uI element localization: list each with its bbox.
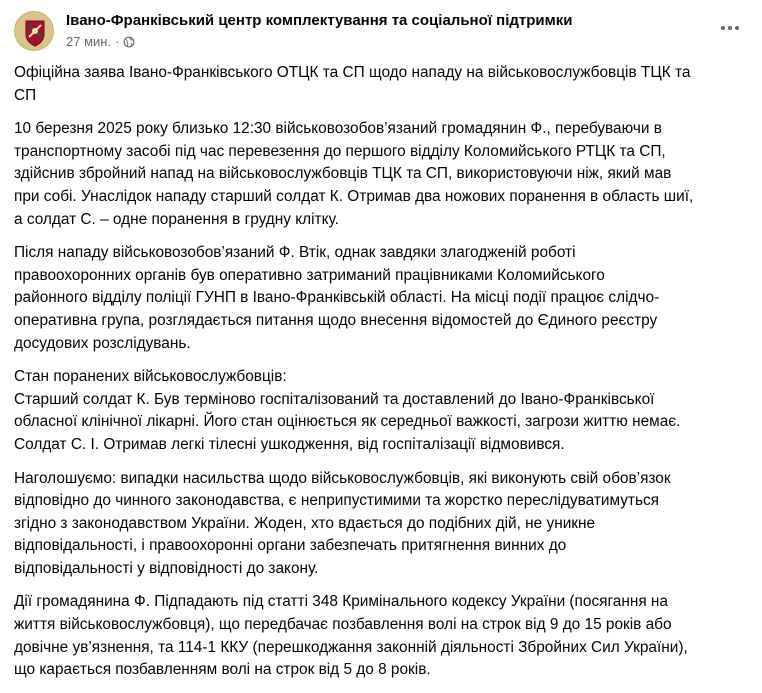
post-paragraph	[14, 118, 746, 231]
text-line: відповідно до чинного законодавства, є неприпустимими та жорстко переслідуватимуться	[14, 492, 660, 510]
post-meta	[66, 34, 135, 49]
text-line: районного відділу поліції ГУНП в Івано-Франківській області. На місці події працює слідчо-	[14, 289, 660, 307]
text-line: 10 березня 2025 року близько 12:30 військовозобов’язаний громадянин Ф., перебуваючи в	[14, 120, 662, 138]
text-line: обласної клінічної лікарні. Його стан оцінюється як середньої важкості, загрози життю немає.	[14, 413, 681, 431]
text-line: Після нападу військовозобов’язаний Ф. Втік, однак завдяки злагодженій роботі	[14, 244, 576, 262]
text-line: Наголошуємо: випадки насильства щодо військовослужбовців, які виконують свій обов’язок	[14, 469, 671, 487]
post-paragraph	[14, 468, 746, 581]
more-options-button[interactable]	[712, 10, 748, 46]
text-line: довічне ув’язнення, та 114-1 ККУ (перешкоджання законній діяльності Збройних Сил України),	[14, 638, 688, 656]
text-line: згідно з законодавством України. Жоден, хто вдається до подібних дій, не уникне	[14, 514, 596, 532]
text-line: відповідальності у відповідності до закону.	[14, 559, 319, 577]
post-paragraph	[14, 242, 746, 355]
text-line: Старший солдат К. Був терміново госпіталізований та доставлений до Івано-Франківської	[14, 390, 655, 408]
text-line: при собі. Унаслідок нападу старший солдат К. Отримав два ножових поранення в область шиї,	[14, 187, 694, 205]
page-name-link[interactable]: Івано-Франківський центр комплектування та соціальної підтримки	[66, 12, 573, 29]
meta-separator: ·	[115, 34, 120, 49]
text-line: здійснив збройний напад на військовослужбовців ТЦК та СП, використовуючи ніж, який мав	[14, 165, 672, 183]
text-line: Офіційна заява Івано-Франківського ОТЦК та СП щодо нападу на військовослужбовців ТЦК та	[14, 64, 691, 81]
page-emblem-icon	[15, 12, 54, 51]
post-paragraph	[14, 366, 746, 456]
text-line: правоохоронних органів був оперативно затриманий працівниками Коломийського	[14, 266, 605, 284]
avatar[interactable]	[14, 11, 54, 51]
text-line: транспортному засобі під час перевезення до першого відділу Коломийського РТЦК та СП,	[14, 142, 666, 160]
post-header	[14, 8, 748, 56]
more-horizontal-icon	[721, 26, 739, 30]
text-line: відповідальності, і правоохоронні органи забезпечать притягнення винних до	[14, 537, 567, 555]
text-line: що карається позбавленням волі на строк від 5 до 8 років.	[14, 661, 431, 679]
text-line: Солдат С. І. Отримав легкі тілесні ушкодження, від госпіталізації відмовився.	[14, 435, 565, 453]
post-body	[14, 62, 746, 693]
text-line: досудових розслідувань.	[14, 334, 191, 352]
globe-icon[interactable]	[123, 36, 135, 48]
text-line: Стан поранених військовослужбовців:	[14, 368, 287, 386]
text-line: Дії громадянина Ф. Підпадають під статті 348 Кримінального кодексу України (посягання на	[14, 593, 668, 611]
post-timestamp[interactable]: 27 мин.	[66, 34, 112, 49]
text-line: оперативна група, розглядається питання щодо внесення відомостей до Єдиного реєстру	[14, 311, 658, 329]
post-paragraph	[14, 591, 746, 681]
text-line: життя військовослужбовця), що передбачає позбавлення волі на строк від 9 до 15 років або	[14, 616, 672, 634]
text-line: СП	[14, 86, 37, 104]
post-paragraph	[14, 62, 746, 107]
text-line: а солдат С. – одне поранення в грудну клітку.	[14, 210, 339, 228]
